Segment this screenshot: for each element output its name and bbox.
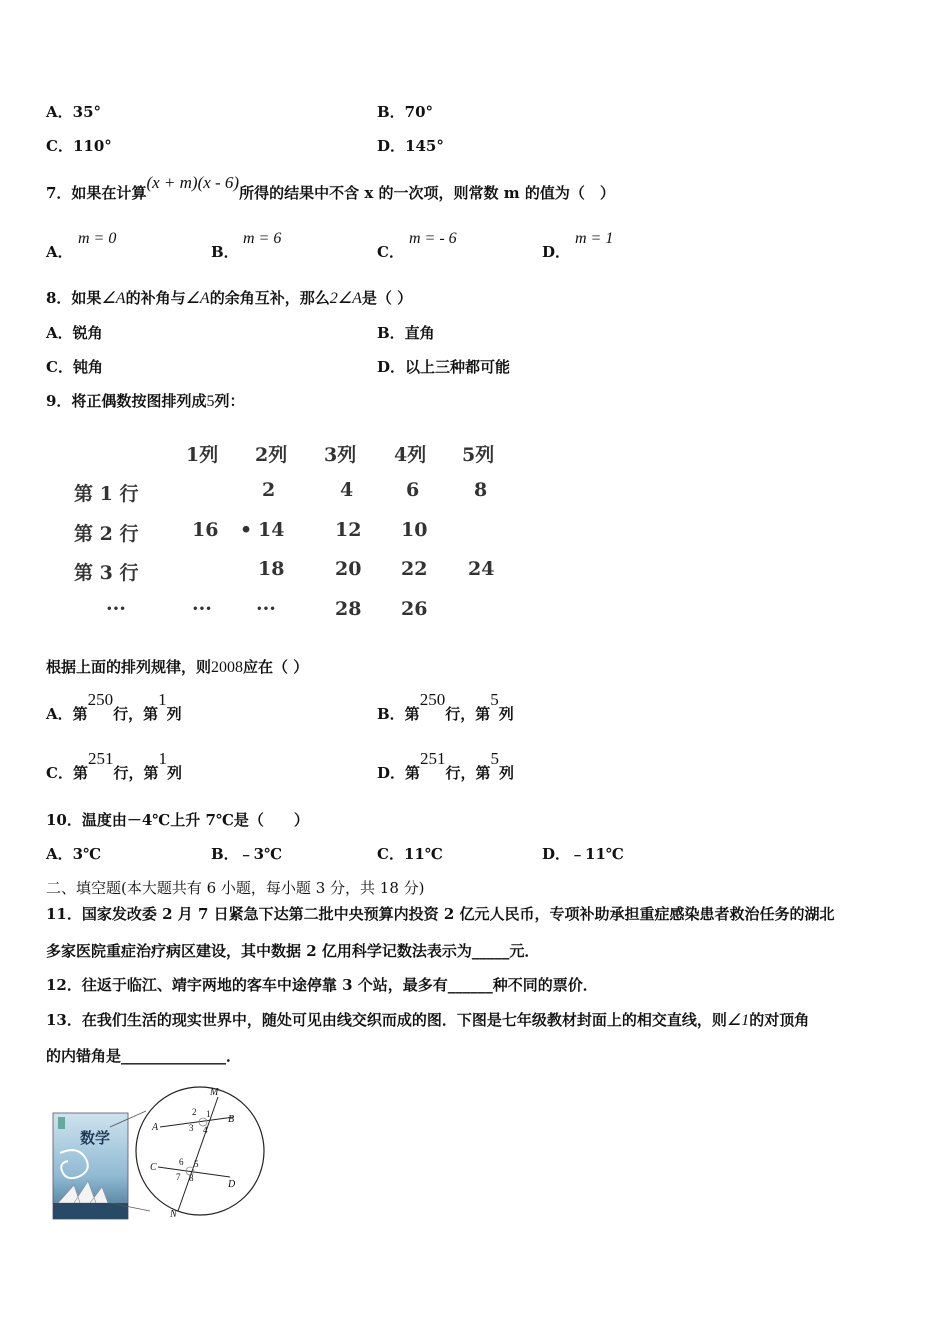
q7-label-b: B． bbox=[211, 243, 239, 261]
q9-d-row: 251 bbox=[420, 749, 446, 768]
angle-label-1: 1 bbox=[206, 1109, 211, 1119]
angle-label-4: 4 bbox=[203, 1125, 208, 1135]
q9-a-label: A．第 bbox=[46, 705, 88, 723]
q9-option-b bbox=[377, 690, 514, 724]
q9-d-mid: 行，第 bbox=[445, 764, 491, 782]
q7-suffix: 所得的结果中不含 x 的一次项，则常数 m 的值为（ ） bbox=[239, 184, 615, 202]
q9-option-d bbox=[377, 749, 515, 783]
textbook-cover-figure bbox=[50, 1083, 270, 1228]
col-header-5: 5列 bbox=[462, 444, 495, 466]
q10-option-d: D．﹣11℃ bbox=[542, 845, 624, 863]
label-d: D bbox=[228, 1179, 236, 1190]
table-cell: 6 bbox=[406, 479, 420, 501]
label-a: A bbox=[152, 1122, 159, 1133]
q6-option-c: C．110° bbox=[46, 137, 112, 155]
q9-text-2: 列： bbox=[214, 392, 245, 410]
q7-label-c: C． bbox=[377, 243, 404, 261]
q9-c-col: 1 bbox=[158, 749, 167, 768]
row-header-4: ··· bbox=[106, 598, 126, 620]
q12-stem: 12．往返于临江、靖宇两地的客车中途停靠 3 个站，最多有______种不同的票价． bbox=[46, 976, 598, 994]
q13-line-1 bbox=[46, 1010, 809, 1031]
table-cell: 26 bbox=[401, 598, 428, 620]
row-header-2: 第 2 行 bbox=[74, 523, 139, 545]
angle-label-8: 8 bbox=[189, 1173, 194, 1183]
book-badge bbox=[58, 1117, 65, 1129]
table-cell: 12 bbox=[335, 519, 362, 541]
label-m: M bbox=[210, 1087, 219, 1098]
q8-text-4: 是（ ） bbox=[361, 289, 413, 307]
q7-value-b: m = 6 bbox=[243, 230, 282, 247]
q6-option-d: D．145° bbox=[377, 137, 444, 155]
q9-d-end: 列 bbox=[499, 764, 515, 782]
q9-a-row: 250 bbox=[87, 690, 114, 709]
table-cell: 28 bbox=[335, 598, 362, 620]
q7-stem bbox=[46, 173, 615, 203]
table-cell: 20 bbox=[335, 558, 362, 580]
q10-option-b: B．﹣3℃ bbox=[211, 845, 283, 863]
q9-b-row: 250 bbox=[419, 690, 446, 709]
q9-number-2008: 2008 bbox=[211, 659, 244, 676]
q7-value-c: m = - 6 bbox=[409, 230, 457, 247]
q13-text-1: 13．在我们生活的现实世界中，随处可见由线交织而成的图．下图是七年级教材封面上的相交直线，则 bbox=[46, 1011, 727, 1029]
q9-d-col: 5 bbox=[490, 749, 500, 768]
table-cell: ··· bbox=[192, 598, 212, 620]
table-cell: 24 bbox=[468, 558, 495, 580]
q9-b-col: 5 bbox=[490, 690, 499, 709]
q8-text-3: 的余角互补，那么 bbox=[209, 289, 330, 307]
q9-c-row: 251 bbox=[87, 749, 114, 768]
q7-label-a: A． bbox=[46, 243, 73, 261]
q8-text-2: 的补角与 bbox=[125, 289, 186, 307]
q9-b-mid: 行，第 bbox=[445, 705, 491, 723]
q8-stem bbox=[46, 288, 412, 309]
q9-five: 5 bbox=[206, 393, 215, 410]
q13-angle-1: ∠1 bbox=[726, 1012, 750, 1029]
q9-option-c bbox=[46, 749, 182, 783]
figure-svg bbox=[50, 1083, 270, 1228]
q10-option-c: C．11℃ bbox=[377, 845, 443, 863]
angle-label-2: 2 bbox=[192, 1107, 197, 1117]
angle-label-3: 3 bbox=[189, 1123, 194, 1133]
magnifier-circle bbox=[136, 1087, 264, 1215]
col-header-3: 3列 bbox=[324, 444, 357, 466]
row-header-1: 第 1 行 bbox=[74, 483, 139, 505]
q9-c-label: C．第 bbox=[46, 764, 88, 782]
q13-line-2: 的内错角是______________． bbox=[46, 1047, 242, 1065]
number-arrangement-table bbox=[60, 428, 520, 628]
label-n: N bbox=[170, 1209, 177, 1220]
table-cell: 2 bbox=[262, 479, 276, 501]
q8-text-1: 8．如果 bbox=[46, 289, 102, 307]
q11-line-2: 多家医院重症治疗病区建设，其中数据 2 亿用科学记数法表示为_____元． bbox=[46, 942, 540, 960]
label-b: B bbox=[228, 1114, 235, 1125]
q9-after-1: 根据上面的排列规律，则 bbox=[46, 658, 212, 676]
q8-option-d: D．以上三种都可能 bbox=[377, 358, 511, 376]
section-heading: 二、填空题(本大题共有 6 小题，每小题 3 分，共 18 分) bbox=[46, 879, 425, 897]
q9-question bbox=[46, 657, 308, 678]
q9-b-label: B．第 bbox=[377, 705, 420, 723]
q9-a-end: 列 bbox=[166, 705, 182, 723]
q9-a-col: 1 bbox=[158, 690, 167, 709]
table-cell: 14 bbox=[258, 519, 285, 541]
q9-a-mid: 行，第 bbox=[113, 705, 159, 723]
q8-option-c: C．钝角 bbox=[46, 358, 103, 376]
q6-option-b: B．70° bbox=[377, 103, 434, 121]
q8-angle-2a: 2∠A bbox=[329, 290, 362, 307]
table-cell: 18 bbox=[258, 558, 285, 580]
q7-value-d: m = 1 bbox=[575, 230, 614, 247]
angle-label-6: 6 bbox=[179, 1157, 184, 1167]
q9-c-mid: 行，第 bbox=[113, 764, 159, 782]
table-cell: 4 bbox=[340, 479, 354, 501]
q8-angle-a-2: ∠A bbox=[185, 290, 210, 307]
q9-option-a bbox=[46, 690, 182, 724]
label-c: C bbox=[150, 1162, 157, 1173]
q11-line-1: 11．国家发改委 2 月 7 日紧急下达第二批中央预算内投资 2 亿元人民币，专项补助承担重症感染患者救治任务的湖北 bbox=[46, 905, 835, 923]
table-cell: 16 bbox=[192, 519, 219, 541]
q9-b-end: 列 bbox=[498, 705, 514, 723]
table-cell: ··· bbox=[256, 598, 276, 620]
angle-label-5: 5 bbox=[194, 1159, 199, 1169]
q8-angle-a: ∠A bbox=[101, 290, 126, 307]
q7-prefix: 7．如果在计算 bbox=[46, 184, 147, 202]
q9-text-1: 9．将正偶数按图排列成 bbox=[46, 392, 207, 410]
q9-stem bbox=[46, 391, 244, 412]
q8-option-a: A．锐角 bbox=[46, 324, 103, 342]
row-header-3: 第 3 行 bbox=[74, 562, 139, 584]
q7-expression: (x + m)(x - 6) bbox=[146, 173, 240, 192]
q9-after-2: 应在（ ） bbox=[243, 658, 309, 676]
q9-d-label: D．第 bbox=[377, 764, 421, 782]
table-cell: 22 bbox=[401, 558, 428, 580]
table-cell: 10 bbox=[401, 519, 428, 541]
q6-option-a: A．35° bbox=[46, 103, 102, 121]
book-water bbox=[53, 1203, 128, 1219]
col-header-2: 2列 bbox=[255, 444, 288, 466]
q9-c-end: 列 bbox=[166, 764, 182, 782]
col-header-4: 4列 bbox=[394, 444, 427, 466]
q10-option-a: A．3℃ bbox=[46, 845, 102, 863]
q7-label-d: D． bbox=[542, 243, 571, 261]
q7-value-a: m = 0 bbox=[78, 230, 117, 247]
table-dot: • bbox=[240, 519, 253, 541]
q10-stem: 10．温度由－4℃上升 7℃是（ ） bbox=[46, 811, 309, 829]
table-cell: 8 bbox=[474, 479, 488, 501]
q8-option-b: B．直角 bbox=[377, 324, 435, 342]
angle-label-7: 7 bbox=[176, 1172, 181, 1182]
col-header-1: 1列 bbox=[186, 444, 219, 466]
q13-text-2: 的对顶角 bbox=[749, 1011, 810, 1029]
book-title: 数学 bbox=[80, 1129, 111, 1147]
